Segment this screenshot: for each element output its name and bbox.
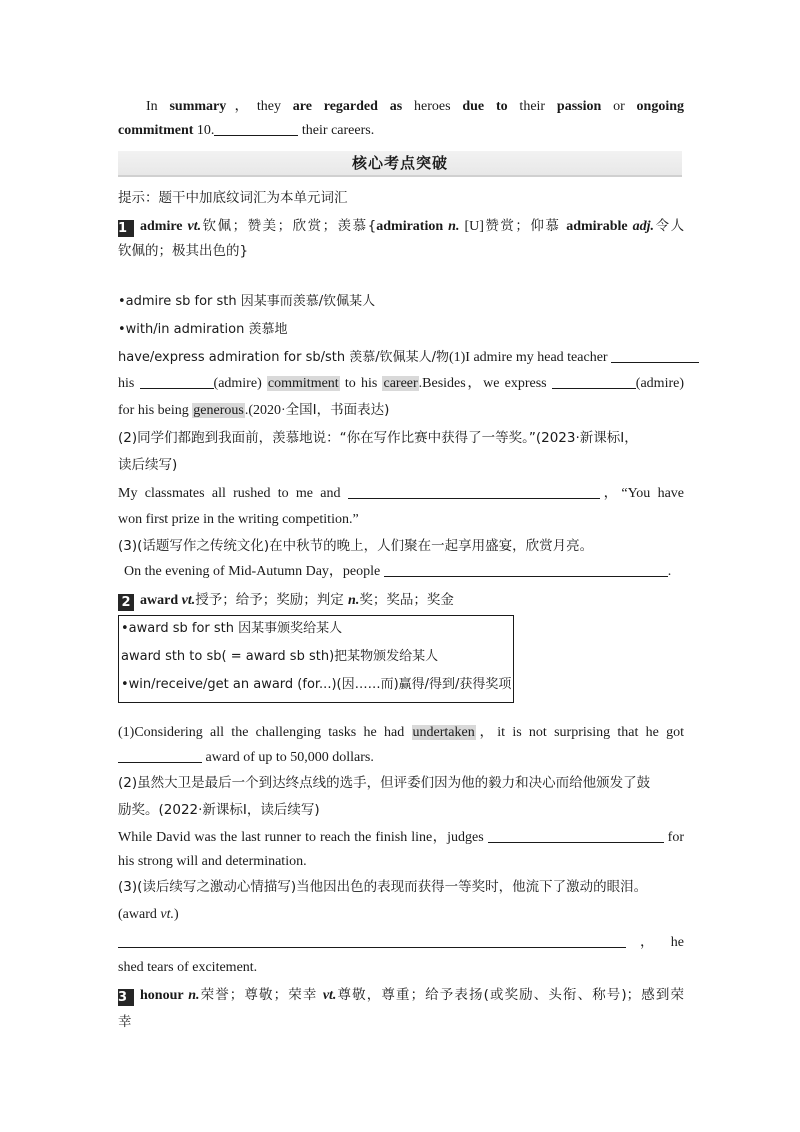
headword: admire — [140, 219, 183, 234]
entry1-ex2-cn2: 读后续写) — [118, 457, 178, 473]
phrase: have/express admiration for sb/sth 羡慕/钦佩某人/物 — [118, 350, 449, 365]
text: for his being — [118, 403, 193, 418]
meaning: 授予；给予；奖励；判定 — [195, 592, 349, 608]
entry2-ex3-en — [118, 933, 684, 953]
box-phrase-2: award sth to sb( = award sb sth)把某物颁发给某人 — [121, 649, 439, 664]
entry2-heading — [118, 590, 684, 611]
banner-divider — [118, 175, 682, 177]
text: ，they — [226, 99, 293, 114]
part-of-speech: vt. — [160, 907, 174, 922]
answer-blank[interactable] — [214, 121, 298, 136]
part-of-speech: vt. — [181, 593, 196, 608]
answer-blank[interactable] — [348, 484, 600, 499]
text: ) — [173, 907, 179, 922]
entry1-ex2-cn: (2)同学们都跑到我面前，羡慕地说：“你在写作比赛中获得了一等奖。”(2023·新课标Ⅰ， — [118, 430, 638, 446]
phrase-box — [118, 615, 514, 703]
entry2-ex2-en2: his strong will and determination. — [118, 854, 307, 869]
headword: award — [140, 593, 179, 608]
entry2-ex3-en2: shed tears of excitement. — [118, 960, 258, 975]
text: for — [663, 830, 685, 845]
text: My classmates all rushed to me and — [118, 486, 348, 501]
text: their — [507, 99, 557, 114]
keyword: due to — [462, 99, 508, 114]
entry1-ex1-line2 — [118, 374, 684, 394]
entry1-ex3-en — [124, 562, 690, 582]
entry3-heading — [118, 985, 684, 1006]
section-banner — [118, 151, 682, 175]
entry2-ex1-line2 — [118, 748, 684, 768]
entry2-ex2-en — [118, 828, 684, 848]
answer-blank[interactable] — [140, 374, 214, 389]
source: 全国Ⅰ，书面表达) — [285, 402, 390, 418]
answer-blank[interactable] — [488, 828, 664, 843]
part-of-speech: vt. — [322, 988, 337, 1003]
text: (1)Considering all the challenging tasks he had — [118, 725, 412, 740]
text: heroes — [402, 99, 463, 114]
entry1-heading-cont: 钦佩的；极其出色的} — [118, 243, 249, 259]
text: (1)I admire my head teacher — [448, 350, 612, 365]
meaning: 奖；奖品；奖金 — [359, 592, 454, 608]
text: their careers. — [298, 123, 375, 138]
entry-number-badge: 1 — [118, 220, 134, 237]
entry-number-badge: 2 — [118, 594, 134, 611]
summary-line-1 — [118, 97, 684, 117]
text: (admire) — [213, 376, 267, 391]
entry2-ex3-hint — [118, 905, 684, 925]
entry1-heading — [118, 216, 684, 237]
text: 10. — [193, 123, 215, 138]
entry2-ex3-cn: (3)(读后续写之激动心情描写)当他因出色的表现而获得一等奖时，他流下了激动的眼泪。 — [118, 879, 648, 895]
box-phrase-1: •award sb for sth 因某事颁奖给某人 — [121, 621, 343, 636]
entry2-ex1-line1 — [118, 723, 684, 743]
part-of-speech: n. — [188, 988, 200, 1003]
text: .Besides，we express — [418, 376, 552, 391]
text: or — [601, 99, 637, 114]
text: On the evening of Mid-Autumn Day，people — [124, 564, 384, 579]
summary-line-2 — [118, 121, 684, 141]
answer-blank[interactable] — [611, 348, 699, 363]
text: he — [670, 935, 684, 950]
answer-blank[interactable] — [118, 933, 626, 948]
highlighted-word: undertaken — [412, 725, 475, 740]
meaning: 令人 — [654, 218, 685, 234]
text: (award — [118, 907, 161, 922]
meaning: 钦佩；赞美；欣赏；羡慕{ — [201, 218, 377, 234]
answer-blank[interactable] — [384, 562, 668, 577]
text: ，“You have — [599, 486, 685, 501]
meaning: 尊敬，尊重；给予表扬(或奖励、头衔、称号)；感到荣 — [336, 987, 684, 1003]
entry1-ex3-cn: (3)(话题写作之传统文化)在中秋节的晚上，人们聚在一起享用盛宴，欣赏月亮。 — [118, 538, 594, 554]
box-phrase-3: •win/receive/get an award (for...)(因……而)赢得/得到/获得奖项 — [121, 677, 512, 692]
keyword: commitment — [118, 123, 194, 138]
keyword: passion — [556, 99, 602, 114]
text: to his — [339, 376, 383, 391]
highlighted-word: commitment — [267, 376, 339, 391]
text: [U] — [464, 219, 484, 234]
hint-text: 提示：题干中加底纹词汇为本单元词汇 — [118, 190, 348, 206]
entry1-ex1-line3 — [118, 400, 684, 421]
text: .(2020· — [244, 403, 286, 418]
entry1-ex2-en — [118, 484, 684, 504]
derived-word: admiration — [376, 219, 444, 234]
part-of-speech: n. — [348, 593, 360, 608]
entry3-heading-cont: 幸 — [118, 1014, 132, 1030]
derived-word: admirable — [566, 219, 628, 234]
entry1-phrase3-line — [118, 348, 684, 368]
text: ， — [640, 935, 654, 950]
highlighted-word: career — [383, 376, 418, 391]
highlighted-word: generous — [193, 403, 244, 418]
entry2-ex2-cn2: 励奖。(2022·新课标Ⅰ，读后续写) — [118, 802, 320, 818]
text: In — [146, 99, 170, 114]
part-of-speech: vt. — [187, 219, 202, 234]
text: his — [118, 376, 140, 391]
keyword: ongoing — [636, 99, 685, 114]
entry-number-badge: 3 — [118, 989, 134, 1006]
text: (admire) — [635, 376, 684, 391]
part-of-speech: n. — [448, 219, 460, 234]
headword: honour — [140, 988, 184, 1003]
text: . — [667, 564, 672, 579]
section-title: 核心考点突破 — [351, 154, 448, 172]
entry1-phrase-2: •with/in admiration 羡慕地 — [118, 322, 288, 337]
part-of-speech: adj. — [632, 219, 655, 234]
keyword: summary — [169, 99, 227, 114]
text: While David was the last runner to reach the finish line，judges — [118, 830, 488, 845]
text: award of up to 50,000 dollars. — [202, 750, 374, 765]
meaning: 赞赏；仰慕 — [483, 218, 567, 234]
answer-blank[interactable] — [118, 748, 202, 763]
answer-blank[interactable] — [552, 374, 636, 389]
keyword: are regarded as — [292, 99, 403, 114]
entry1-phrase-1: •admire sb for sth 因某事而羡慕/钦佩某人 — [118, 294, 376, 309]
entry2-ex2-cn: (2)虽然大卫是最后一个到达终点线的选手，但评委们因为他的毅力和决心而给他颁发了鼓 — [118, 775, 651, 791]
text: ，it is not surprising that he got — [475, 725, 684, 740]
entry1-ex2-en2: won first prize in the writing competition.” — [118, 512, 359, 527]
meaning: 荣誉；尊敬；荣幸 — [199, 987, 323, 1003]
